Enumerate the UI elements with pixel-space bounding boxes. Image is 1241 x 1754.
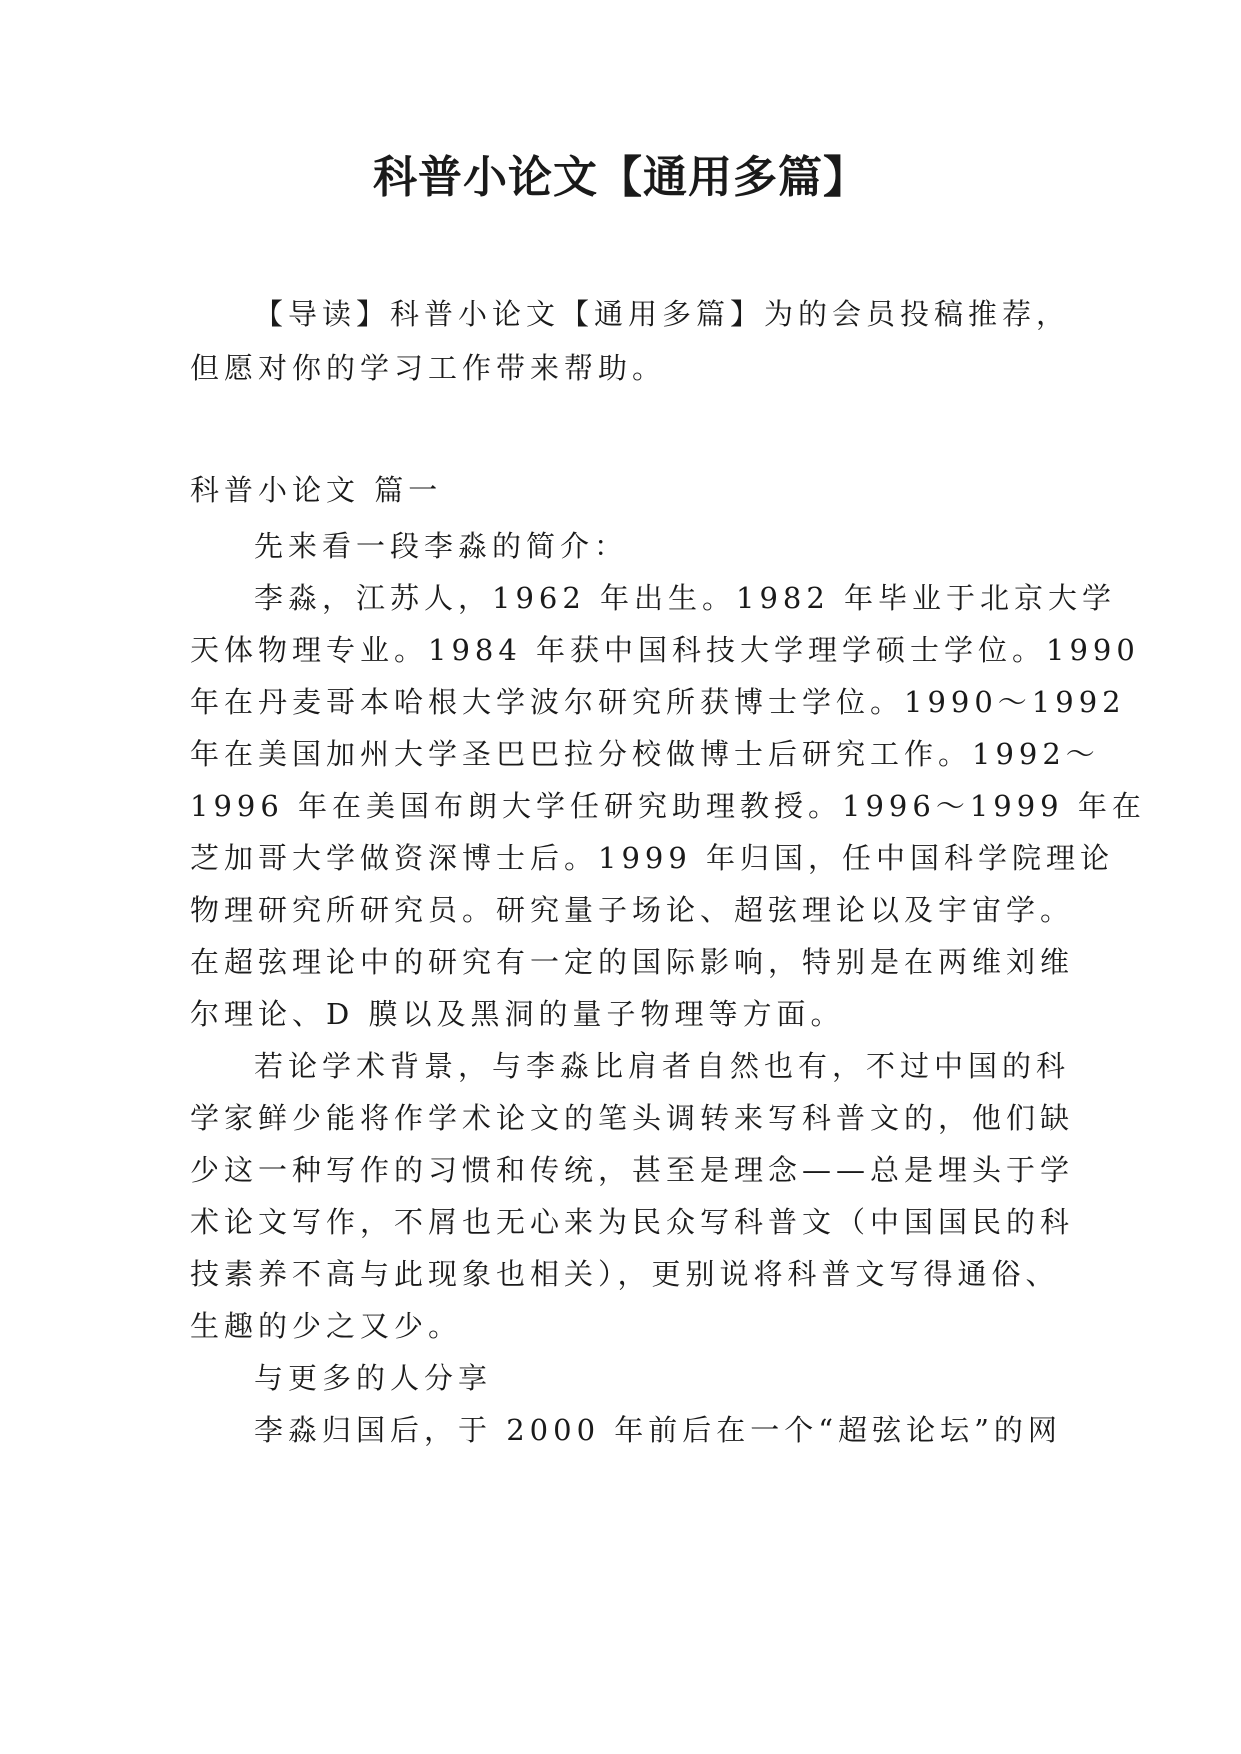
paragraph-line: 生趣的少之又少。 — [190, 1309, 463, 1343]
paragraph-line: 物理研究所研究员。研究量子场论、超弦理论以及宇宙学。 — [190, 893, 1075, 927]
intro-line-2: 但愿对你的学习工作带来帮助。 — [190, 351, 667, 385]
paragraph-line: 1996 年在美国布朗大学任研究助理教授。1996～1999 年在 — [190, 789, 1146, 823]
paragraph-line: 若论学术背景，与李淼比肩者自然也有，不过中国的科 — [254, 1049, 1071, 1083]
paragraph-line: 先来看一段李淼的简介： — [254, 529, 629, 563]
section-heading: 科普小论文 篇一 — [190, 473, 443, 507]
paragraph-line: 学家鲜少能将作学术论文的笔头调转来写科普文的，他们缺 — [190, 1101, 1075, 1135]
paragraph-line: 术论文写作，不屑也无心来为民众写科普文（中国国民的科 — [190, 1205, 1075, 1239]
paragraph-line: 天体物理专业。1984 年获中国科技大学理学硕士学位。1990 — [190, 633, 1140, 667]
intro-line-1: 【导读】科普小论文【通用多篇】为的会员投稿推荐， — [254, 297, 1071, 331]
paragraph-line: 年在丹麦哥本哈根大学波尔研究所获博士学位。1990～1992 — [190, 685, 1126, 719]
paragraph-line: 技素养不高与此现象也相关），更别说将科普文写得通俗、 — [190, 1257, 1060, 1291]
paragraph-line: 李淼，江苏人，1962 年出生。1982 年毕业于北京大学 — [254, 581, 1117, 615]
paragraph-line: 在超弦理论中的研究有一定的国际影响，特别是在两维刘维 — [190, 945, 1075, 979]
paragraph-line: 李淼归国后，于 2000 年前后在一个“超弦论坛”的网 — [254, 1413, 1062, 1447]
paragraph-line: 芝加哥大学做资深博士后。1999 年归国，任中国科学院理论 — [190, 841, 1115, 875]
document-title: 科普小论文【通用多篇】 — [373, 152, 868, 203]
paragraph-line: 年在美国加州大学圣巴巴拉分校做博士后研究工作。1992～ — [190, 737, 1100, 771]
paragraph-line: 少这一种写作的习惯和传统，甚至是理念——总是埋头于学 — [190, 1153, 1075, 1187]
paragraph-line: 尔理论、D 膜以及黑洞的量子物理等方面。 — [190, 997, 845, 1031]
paragraph-line: 与更多的人分享 — [254, 1361, 493, 1395]
